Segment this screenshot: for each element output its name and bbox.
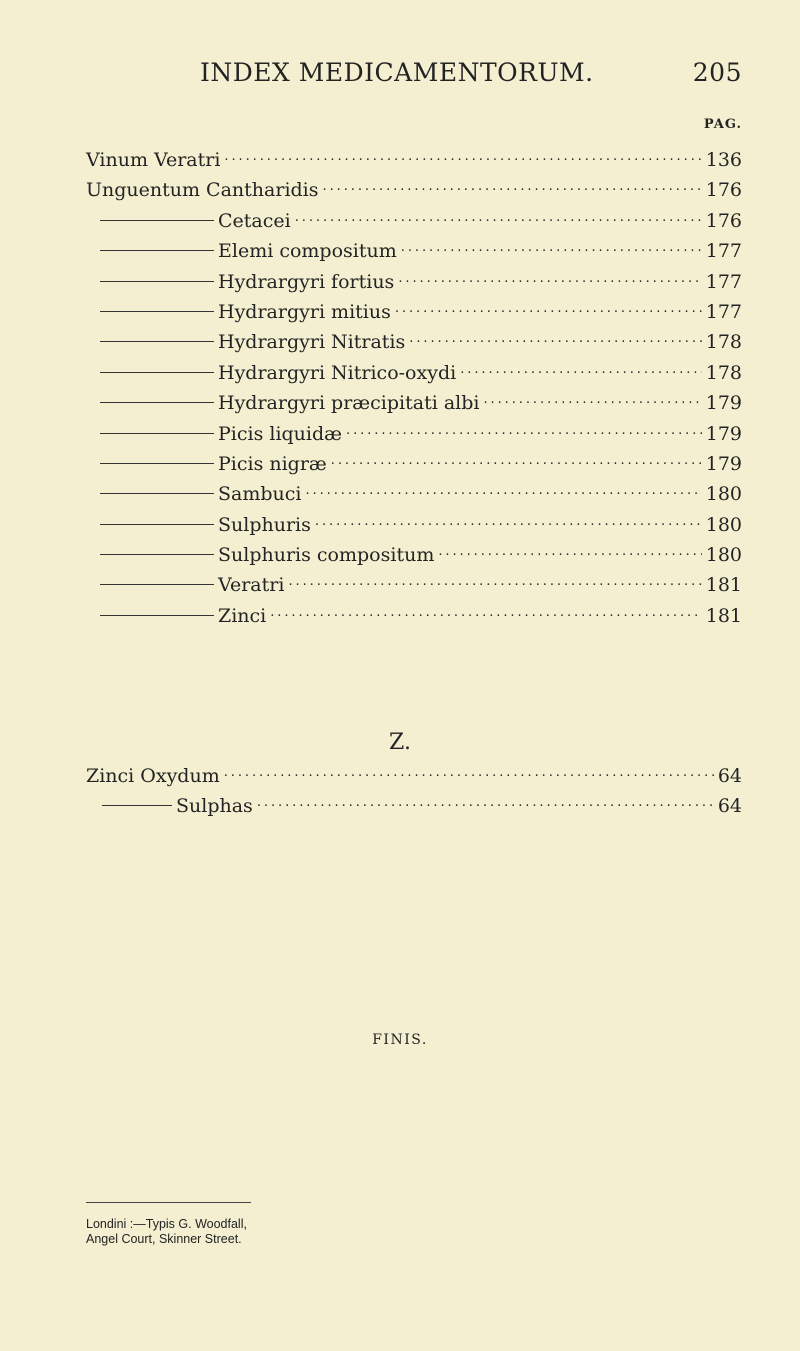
entry-name: Sulphuris compositum: [218, 544, 435, 567]
dot-leader: [315, 511, 702, 531]
index-entry: [86, 268, 742, 298]
index-entry: [86, 792, 742, 822]
ditto-dash: [102, 805, 172, 806]
ditto-dash: [100, 250, 214, 251]
entry-name: Elemi compositum: [218, 240, 397, 263]
ditto-dash: [100, 372, 214, 373]
index-entry: [86, 237, 742, 267]
imprint-line-1: Londini :—Typis G. Woodfall,: [86, 1217, 247, 1231]
dot-leader: [224, 146, 701, 166]
dot-leader: [401, 237, 702, 257]
dot-leader: [295, 207, 702, 227]
dot-leader: [460, 359, 702, 379]
entry-name: Zinci Oxydum: [86, 765, 220, 787]
entry-page: 181: [705, 574, 742, 597]
index-entry: [86, 571, 742, 601]
entry-page: 177: [705, 270, 742, 293]
ditto-dash: [100, 554, 214, 555]
entry-name: Unguentum Cantharidis: [86, 179, 319, 202]
dot-leader: [270, 602, 702, 622]
dot-leader: [409, 328, 701, 348]
entry-name: Picis nigræ: [218, 452, 327, 475]
entry-name: Sulphuris: [218, 513, 311, 536]
index-entries-z: [86, 762, 742, 823]
dot-leader: [395, 298, 702, 318]
ditto-dash: [100, 584, 214, 585]
page-number: 205: [692, 58, 742, 87]
dot-leader: [398, 268, 701, 288]
imprint-line-2: Angel Court, Skinner Street.: [86, 1232, 242, 1246]
entry-page: 176: [705, 209, 742, 232]
index-entry: [86, 359, 742, 389]
entry-page: 178: [705, 361, 742, 384]
ditto-dash: [100, 341, 214, 342]
entry-page: 177: [705, 240, 742, 263]
dot-leader: [323, 176, 702, 196]
index-entry: [86, 762, 742, 792]
printer-imprint: [86, 1202, 251, 1247]
entry-page: 64: [717, 765, 742, 787]
index-entries: [86, 146, 742, 632]
ditto-dash: [100, 433, 214, 434]
ditto-dash: [100, 493, 214, 494]
finis-label: FINIS.: [372, 1032, 428, 1048]
index-entry: [86, 541, 742, 571]
ditto-dash: [100, 615, 214, 616]
index-entry: [86, 146, 742, 176]
entry-name: Hydrargyri Nitratis: [218, 331, 406, 354]
entry-page: 176: [705, 179, 742, 202]
imprint-rule: [86, 1202, 251, 1203]
index-entry: [86, 207, 742, 237]
index-entry: [86, 176, 742, 206]
entry-page: 178: [705, 331, 742, 354]
entry-page: 177: [705, 300, 742, 323]
entry-page: 181: [705, 604, 742, 627]
ditto-dash: [100, 311, 214, 312]
entry-name: Sulphas: [176, 795, 253, 818]
entry-page: 180: [705, 483, 742, 506]
index-entry: [86, 420, 742, 450]
entry-page: 64: [717, 795, 742, 818]
index-entry: [86, 389, 742, 419]
entry-name: Hydrargyri Nitrico-oxydi: [218, 361, 457, 384]
entry-page: 179: [705, 392, 742, 415]
dot-leader: [224, 762, 714, 782]
dot-leader: [331, 450, 702, 470]
dot-leader: [288, 571, 701, 591]
column-label-pag: PAG.: [703, 117, 742, 132]
dot-leader: [483, 389, 701, 409]
entry-name: Hydrargyri mitius: [218, 300, 391, 323]
entry-name: Hydrargyri præcipitati albi: [218, 392, 480, 415]
entry-name: Picis liquidæ: [218, 422, 343, 445]
entry-name: Hydrargyri fortius: [218, 270, 395, 293]
entry-page: 179: [705, 422, 742, 445]
dot-leader: [305, 480, 701, 500]
entry-name: Vinum Veratri: [86, 149, 221, 171]
index-entry: [86, 511, 742, 541]
entry-name: Sambuci: [218, 483, 302, 506]
index-entry: [86, 480, 742, 510]
dot-leader: [438, 541, 701, 561]
ditto-dash: [100, 220, 214, 221]
entry-page: 180: [705, 513, 742, 536]
entry-name: Veratri: [218, 574, 285, 597]
index-entry: [86, 450, 742, 480]
index-entry: [86, 602, 742, 632]
ditto-dash: [100, 281, 214, 282]
index-entry: [86, 298, 742, 328]
page-title: INDEX MEDICAMENTORUM.: [200, 58, 594, 87]
ditto-dash: [100, 463, 214, 464]
dot-leader: [257, 792, 714, 812]
dot-leader: [346, 420, 702, 440]
entry-name: Cetacei: [218, 209, 291, 232]
entry-page: 179: [705, 452, 742, 475]
ditto-dash: [100, 524, 214, 525]
index-entry: [86, 328, 742, 358]
entry-page: 180: [705, 544, 742, 567]
ditto-dash: [100, 402, 214, 403]
entry-name: Zinci: [218, 604, 267, 627]
section-letter-z: Z.: [389, 730, 411, 755]
entry-page: 136: [705, 149, 742, 171]
